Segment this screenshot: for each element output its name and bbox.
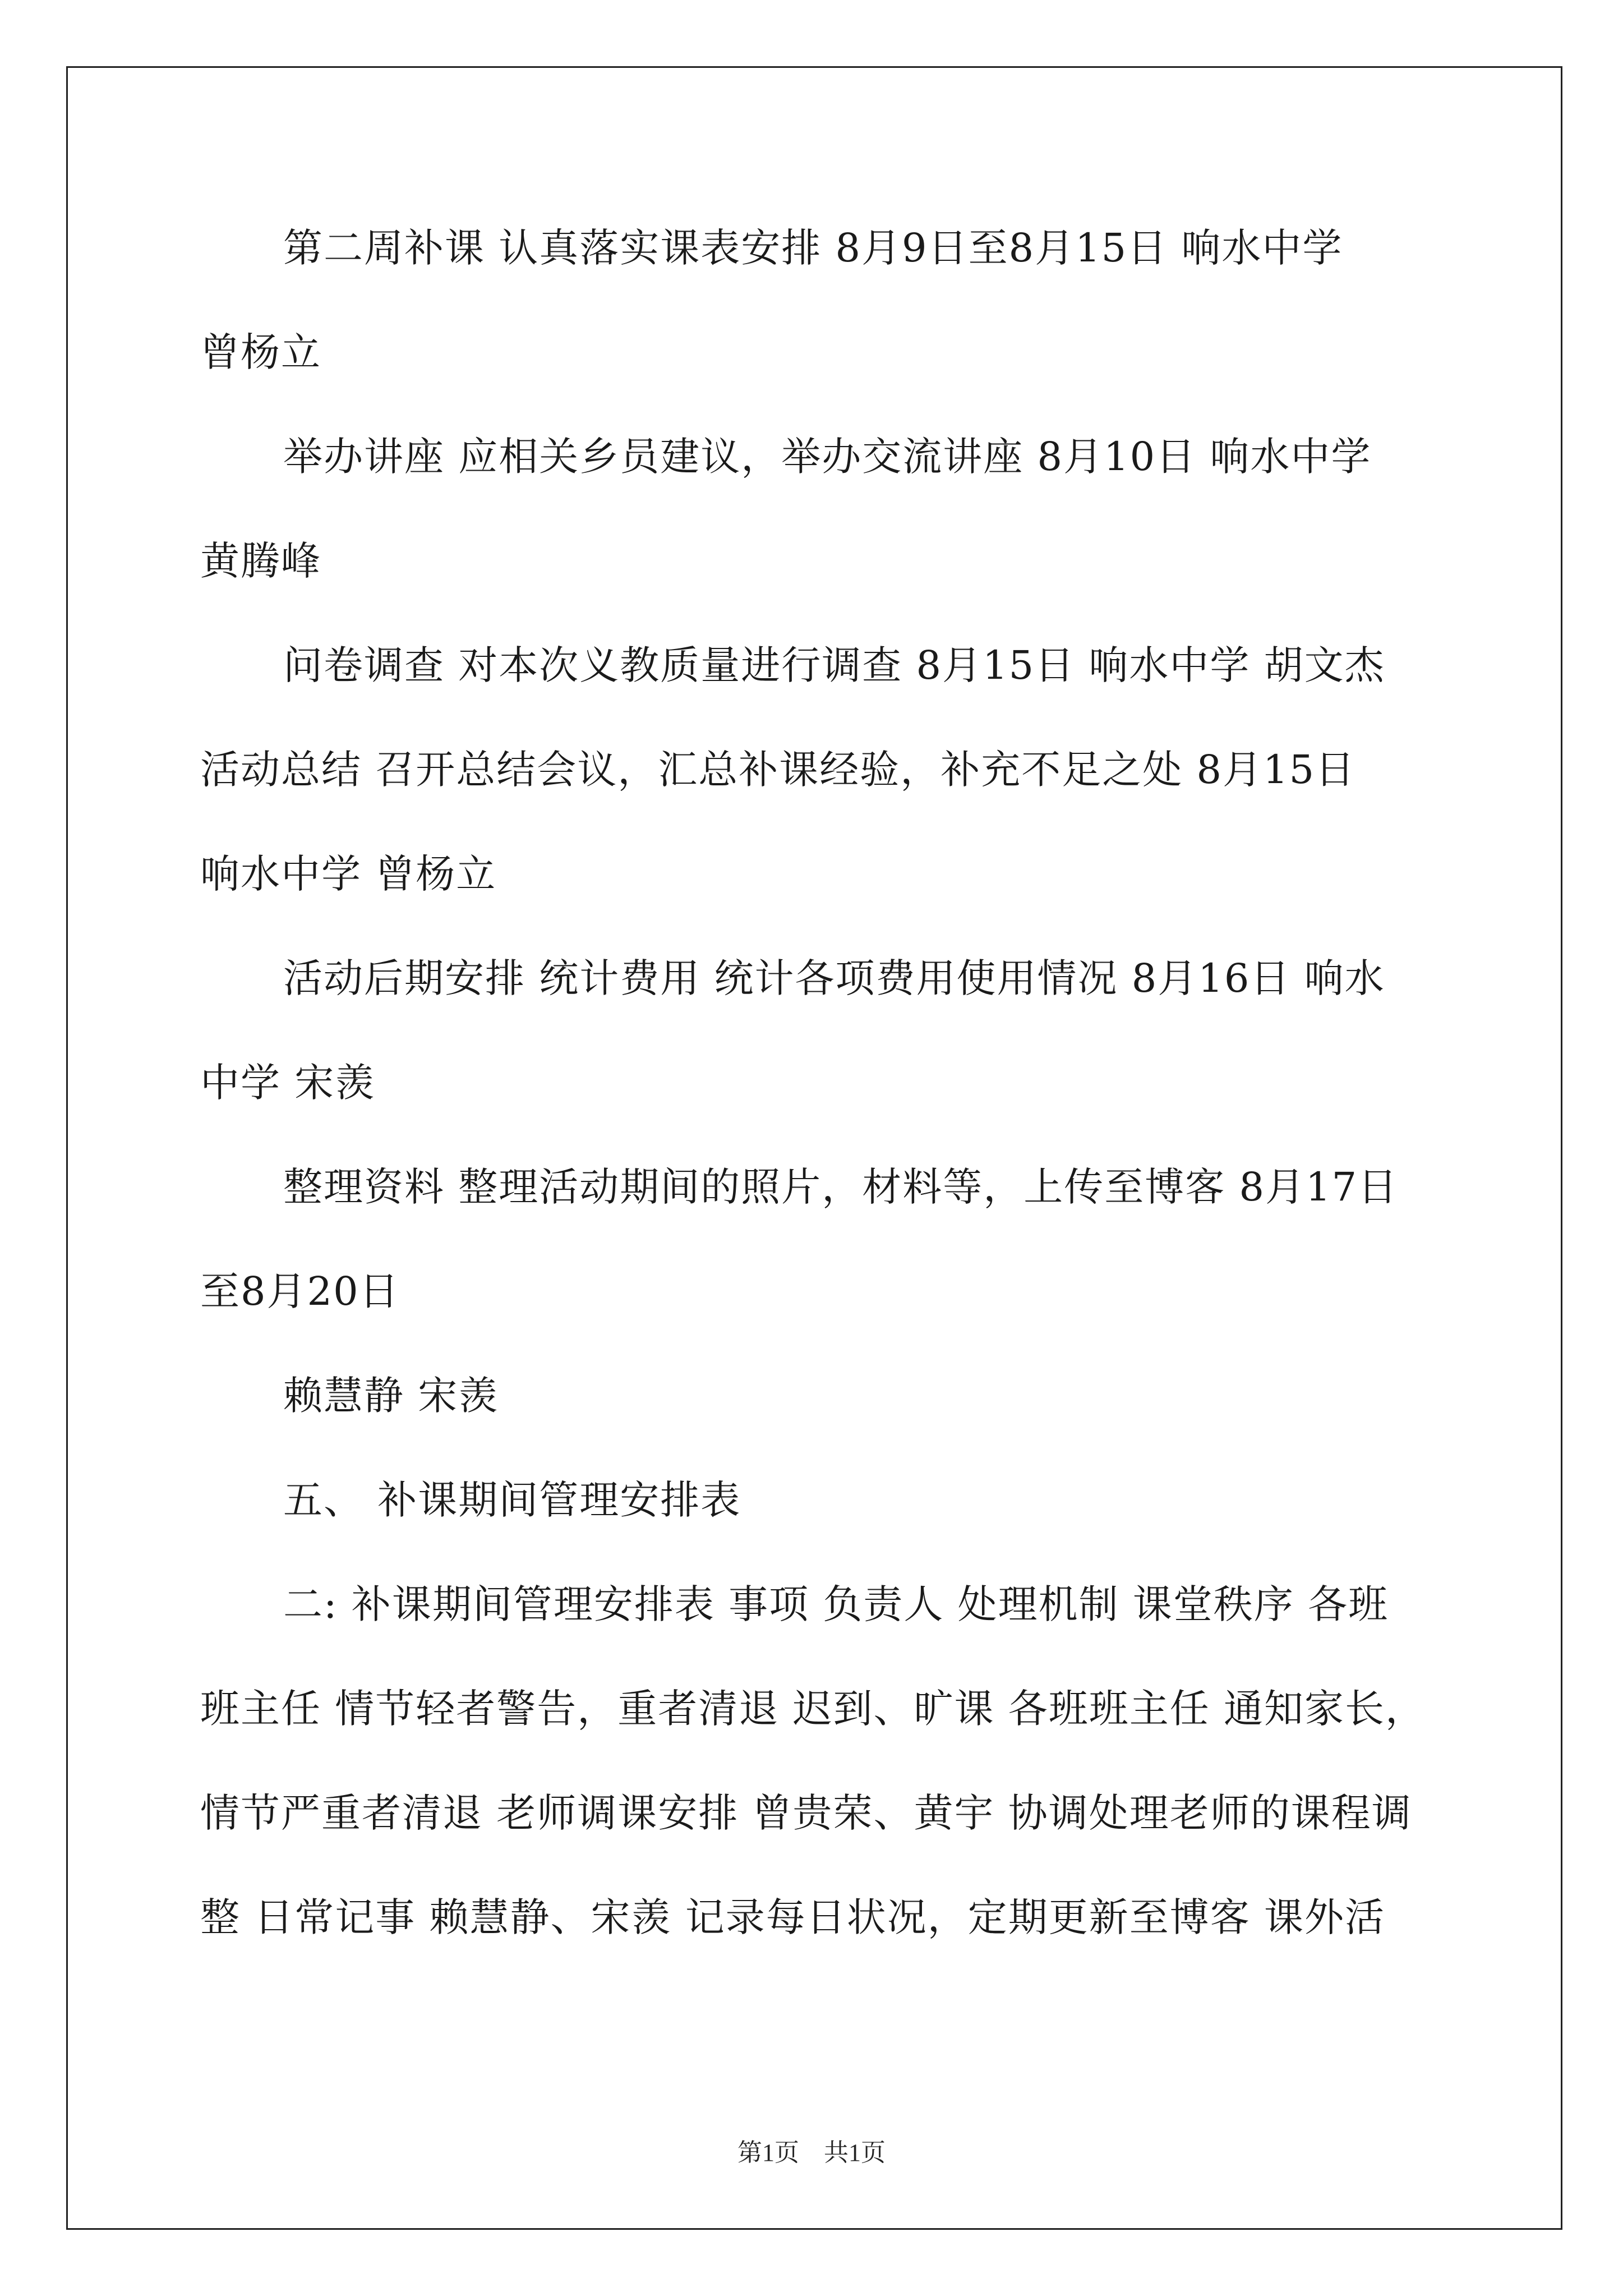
body-line-17: 整 日常记事 赖慧静、宋羡 记录每日状况，定期更新至博客 课外活 — [200, 1894, 1386, 1940]
body-line-6: 活动总结 召开总结会议，汇总补课经验，补充不足之处 8月15日 — [200, 747, 1356, 793]
body-line-9: 中学 宋羡 — [200, 1060, 376, 1106]
body-line-15: 班主任 情节轻者警告，重者清退 迟到、旷课 各班班主任 通知家长， — [200, 1686, 1426, 1732]
body-line-16: 情节严重者清退 老师调课安排 曾贵荣、黄宇 协调处理老师的课程调 — [200, 1790, 1412, 1836]
body-line-8: 活动后期安排 统计费用 统计各项费用使用情况 8月16日 响水 — [283, 955, 1385, 1001]
body-line-4: 黄腾峰 — [200, 538, 321, 584]
body-line-3: 举办讲座 应相关乡员建议，举办交流讲座 8月10日 响水中学 — [283, 434, 1372, 480]
body-line-10: 整理资料 整理活动期间的照片，材料等，上传至博客 8月17日 — [283, 1164, 1399, 1210]
body-line-1: 第二周补课 认真落实课表安排 8月9日至8月15日 响水中学 — [283, 225, 1343, 271]
body-line-14: 二: 补课期间管理安排表 事项 负责人 处理机制 课堂秩序 各班 — [283, 1581, 1389, 1627]
body-line-11: 至8月20日 — [200, 1268, 400, 1314]
section-heading: 五、 补课期间管理安排表 — [283, 1477, 741, 1523]
body-line-5: 问卷调查 对本次义教质量进行调查 8月15日 响水中学 胡文杰 — [283, 642, 1385, 688]
body-line-2: 曾杨立 — [200, 329, 321, 375]
body-line-12: 赖慧静 宋羡 — [283, 1373, 499, 1419]
body-line-7: 响水中学 曾杨立 — [200, 851, 497, 897]
page-number-footer: 第1页 共1页 — [737, 2139, 886, 2166]
